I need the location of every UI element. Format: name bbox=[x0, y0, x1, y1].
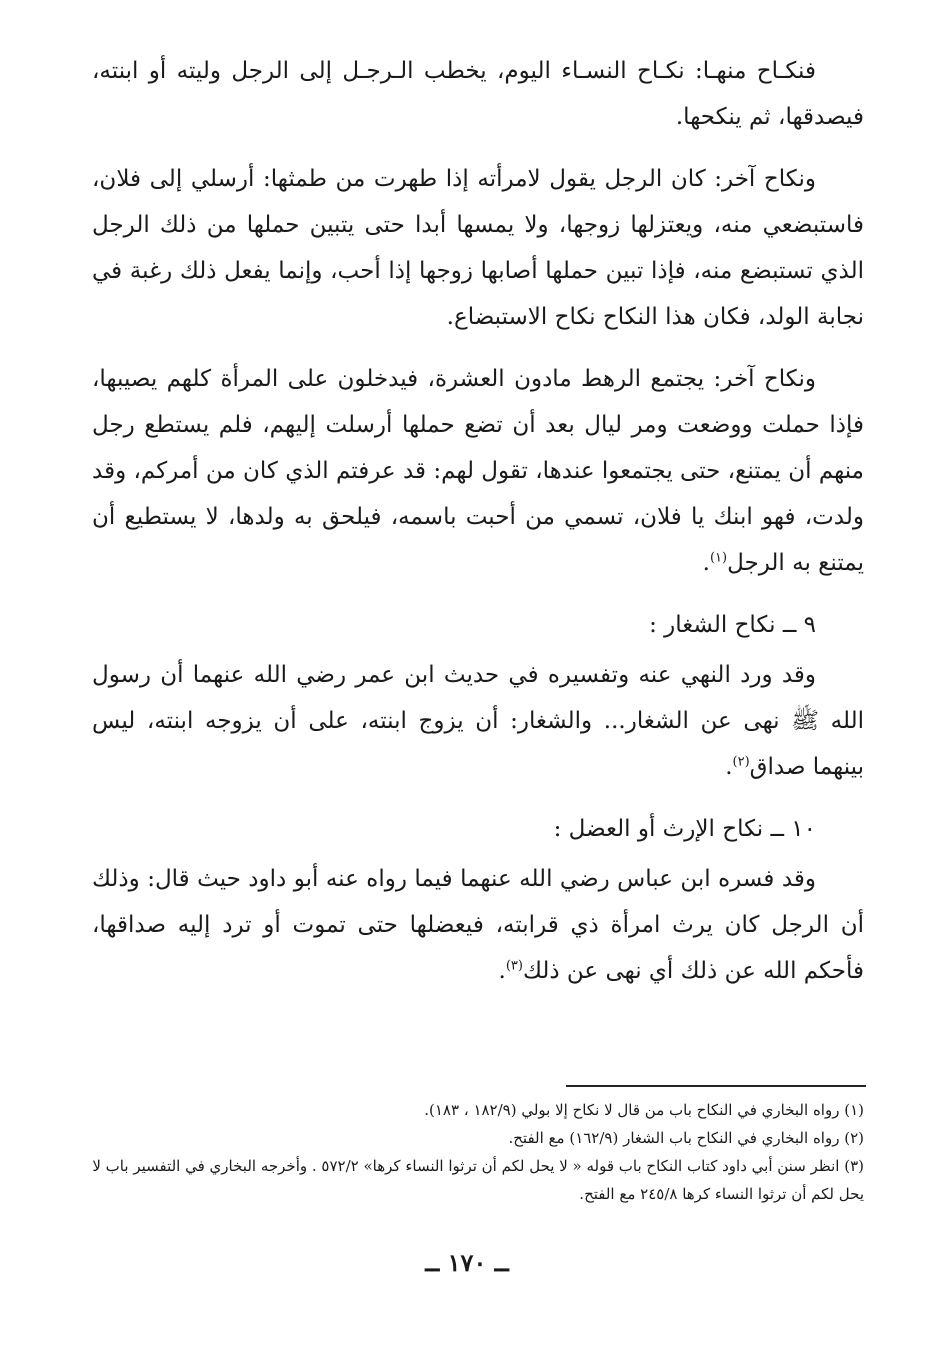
footnote-3: (٣) انظر سنن أبي داود كتاب النكاح باب قوله « لا يحل لكم أن ترثوا النساء كرها» ٥٧٢/٢ . وأخرجه البخاري في التفسير باب لا يحل لكم أن ترثوا النساء كرها ٢٤٥/٨ مع الفتح. bbox=[92, 1157, 864, 1203]
section-heading-irth: ١٠ ــ نكاح الإرث أو العضل : bbox=[553, 816, 816, 842]
paragraph-marriage-istibdaa: ونكاح آخر: كان الرجل يقول لامرأته إذا طهرت من طمثها: أرسلي إلى فلان، فاستبضعي منه، ويعتزلها زوجها، ولا يمسها أبدا حتى يتبين حملها من ذلك الرجل الذي تستبضع منه، فإذا تبين حملها أصابها زوجها إذا أحب، وإنما يفعل ذلك رغبة في نجابة الولد، فكان هذا النكاح نكاح الاستبضاع. bbox=[92, 166, 864, 330]
page-number: ــ ١٧٠ ــ bbox=[425, 1248, 509, 1277]
section-text-irth: وقد فسره ابن عباس رضي الله عنهما فيما رواه عنه أبو داود حيث قال: وذلك أن الرجل كان يرث امرأة ذي قرابته، فيعضلها حتى تموت أو ترد إليه صداقها، فأحكم الله عن ذلك أي نهى عن ذلك$^{(٣)}$. bbox=[92, 866, 864, 984]
footnote-1: (١) رواه البخاري في النكاح باب من قال لا نكاح إلا بولي (١٨٢/٩ ، ١٨٣). bbox=[424, 1101, 864, 1119]
footnote-marker-2: (٢) bbox=[732, 754, 750, 770]
footnotes bbox=[70, 1096, 864, 1208]
paragraph-text: ونكاح آخر: يجتمع الرهط مادون العشرة، فيدخلون على المرأة كلهم يصيبها، فإذا حملت ووضعت ومر ليال بعد أن تضع حملها أرسلت إليهم، فلم يستطع رجل منهم أن يمتنع، حتى يجتمعوا عندها، تقول لهم: قد عرفتم الذي كان من أمركم، وقد ولدت، فهو ابنك يا فلان، تسمي من أحبت باسمه، فيلحق به ولدها، لا يستطيع أن يمتنع به الرجل bbox=[92, 366, 864, 576]
footnote-separator bbox=[566, 1085, 866, 1087]
section-text-shighar: وقد ورد النهي عنه وتفسيره في حديث ابن عمر رضي الله عنهما أن رسول الله ﷺ نهى عن الشغار... والشغار: أن يزوج ابنته، على أن يزوجه ابنته، ليس بينهما صداق$^{(٢)}$. bbox=[92, 662, 864, 780]
footnote-marker-3: (٣) bbox=[505, 958, 523, 974]
section-body: وقد ورد النهي عنه وتفسيره في حديث ابن عمر رضي الله عنهما أن رسول الله ﷺ نهى عن الشغار... والشغار: أن يزوج ابنته، على أن يزوجه ابنته، ليس بينهما صداق bbox=[92, 662, 864, 780]
footnote-marker-1: (١) bbox=[709, 550, 728, 566]
paragraph-marriage-type-1: فنكـاح منهـا: نكـاح النسـاء اليوم، يخطب الـرجـل إلى الرجل وليته أو ابنته، فيصدقها، ثم ينكحها. bbox=[92, 58, 864, 130]
section-body: وقد فسره ابن عباس رضي الله عنهما فيما رواه عنه أبو داود حيث قال: وذلك أن الرجل كان يرث امرأة ذي قرابته، فيعضلها حتى تموت أو ترد إليه صداقها، فأحكم الله عن ذلك أي نهى عن ذلك bbox=[92, 866, 864, 984]
paragraph-marriage-raht: ونكاح آخر: يجتمع الرهط مادون العشرة، فيدخلون على المرأة كلهم يصيبها، فإذا حملت ووضعت ومر ليال بعد أن تضع حملها أرسلت إليهم، فلم يستطع رجل منهم أن يمتنع، حتى يجتمعوا عندها، تقول لهم: قد عرفتم الذي كان من أمركم، وقد ولدت، فهو ابنك يا فلان، تسمي من أحبت باسمه، فيلحق به ولدها، لا يستطيع أن يمتنع به الرجل$^{(١)}$. bbox=[92, 366, 864, 576]
main-text bbox=[92, 48, 864, 1010]
footnote-2: (٢) رواه البخاري في النكاح باب الشغار (١٦٢/٩) مع الفتح. bbox=[508, 1129, 864, 1147]
section-heading-shighar: ٩ ــ نكاح الشغار : bbox=[649, 612, 816, 638]
